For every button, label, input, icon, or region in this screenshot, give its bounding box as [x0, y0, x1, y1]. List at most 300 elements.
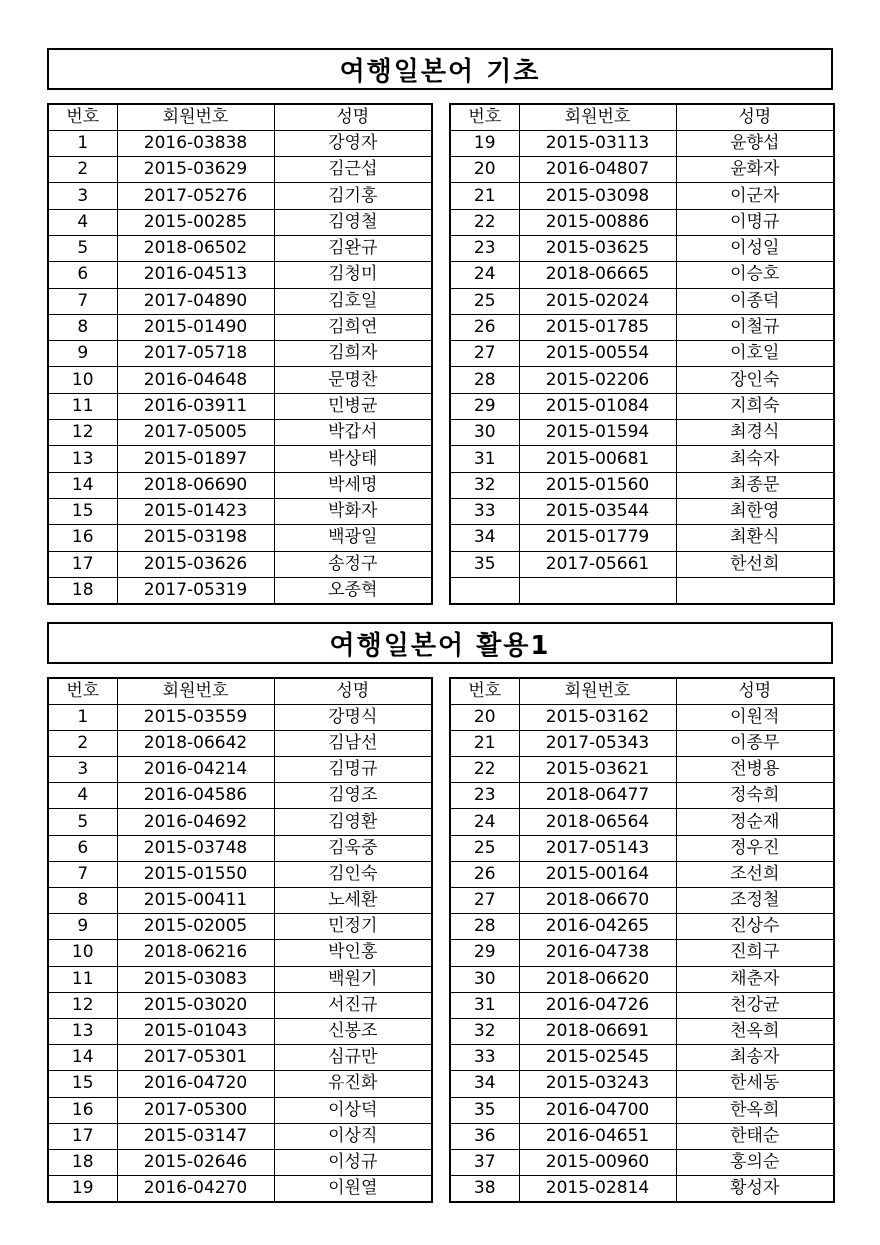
member-id-cell: 2015-01043	[117, 1018, 274, 1044]
member-id-cell: 2015-03098	[519, 183, 676, 209]
name-cell: 조선희	[676, 861, 834, 887]
number-cell: 11	[48, 393, 117, 419]
name-cell: 김명규	[274, 757, 432, 783]
number-cell: 29	[450, 393, 519, 419]
name-cell: 박인홍	[274, 940, 432, 966]
number-cell: 25	[450, 835, 519, 861]
table-row	[450, 314, 834, 340]
number-cell: 14	[48, 472, 117, 498]
name-cell: 강영자	[274, 130, 432, 156]
member-id-cell: 2017-05276	[117, 183, 274, 209]
number-cell: 13	[48, 446, 117, 472]
table-row	[450, 288, 834, 314]
member-id-cell: 2015-03113	[519, 130, 676, 156]
table-row	[450, 1097, 834, 1123]
member-id-cell: 2016-03911	[117, 393, 274, 419]
table-row	[48, 940, 432, 966]
table-row	[48, 209, 432, 235]
number-cell: 35	[450, 551, 519, 577]
table-row	[450, 835, 834, 861]
member-id-cell: 2015-00411	[117, 888, 274, 914]
name-cell: 박상태	[274, 446, 432, 472]
member-id-cell: 2016-04700	[519, 1097, 676, 1123]
number-cell: 18	[48, 577, 117, 603]
number-cell: 21	[450, 183, 519, 209]
number-cell: 28	[450, 914, 519, 940]
table-row	[48, 262, 432, 288]
member-id-cell: 2015-01785	[519, 314, 676, 340]
number-cell: 32	[450, 472, 519, 498]
number-cell: 16	[48, 525, 117, 551]
number-cell: 11	[48, 966, 117, 992]
name-cell: 최환식	[676, 525, 834, 551]
member-id-cell: 2017-05343	[519, 730, 676, 756]
number-cell: 26	[450, 861, 519, 887]
number-cell: 22	[450, 209, 519, 235]
number-cell	[450, 577, 519, 603]
member-id-cell: 2015-01084	[519, 393, 676, 419]
table-row	[450, 861, 834, 887]
name-cell: 김호일	[274, 288, 432, 314]
table-row	[48, 704, 432, 730]
name-cell: 이성일	[676, 235, 834, 261]
header-number: 번호	[48, 104, 117, 130]
table-row	[48, 1149, 432, 1175]
name-cell: 정숙희	[676, 783, 834, 809]
header-name: 성명	[676, 104, 834, 130]
number-cell: 18	[48, 1149, 117, 1175]
table-row	[450, 992, 834, 1018]
table-row	[48, 551, 432, 577]
member-id-cell: 2015-01560	[519, 472, 676, 498]
name-cell: 이승호	[676, 262, 834, 288]
member-id-cell: 2015-01897	[117, 446, 274, 472]
number-cell: 10	[48, 940, 117, 966]
header-name: 성명	[676, 678, 834, 704]
name-cell: 김근섭	[274, 157, 432, 183]
number-cell: 27	[450, 341, 519, 367]
number-cell: 3	[48, 757, 117, 783]
table-row	[450, 783, 834, 809]
name-cell: 정순재	[676, 809, 834, 835]
header-member-id: 회원번호	[519, 104, 676, 130]
table-row	[450, 914, 834, 940]
member-id-cell: 2015-02206	[519, 367, 676, 393]
member-id-cell: 2016-04265	[519, 914, 676, 940]
header-name: 성명	[274, 104, 432, 130]
member-id-cell: 2017-05143	[519, 835, 676, 861]
number-cell: 5	[48, 235, 117, 261]
number-cell: 23	[450, 235, 519, 261]
member-id-cell: 2015-03020	[117, 992, 274, 1018]
member-id-cell: 2015-03626	[117, 551, 274, 577]
member-id-cell: 2015-03198	[117, 525, 274, 551]
name-cell: 이원적	[676, 704, 834, 730]
member-id-cell: 2016-04648	[117, 367, 274, 393]
name-cell: 황성자	[676, 1176, 834, 1202]
name-cell: 이원열	[274, 1176, 432, 1202]
member-id-cell: 2017-05718	[117, 341, 274, 367]
table-row	[450, 235, 834, 261]
table-row	[48, 420, 432, 446]
header-number: 번호	[450, 678, 519, 704]
name-cell: 김영철	[274, 209, 432, 235]
name-cell: 김인숙	[274, 861, 432, 887]
table-row	[48, 577, 432, 603]
name-cell: 최송자	[676, 1045, 834, 1071]
name-cell: 김희자	[274, 341, 432, 367]
name-cell: 홍의순	[676, 1149, 834, 1175]
member-id-cell: 2016-04726	[519, 992, 676, 1018]
table-row	[48, 446, 432, 472]
table-row	[48, 835, 432, 861]
member-id-cell: 2016-04692	[117, 809, 274, 835]
table-row	[450, 1123, 834, 1149]
table-row	[48, 472, 432, 498]
number-cell: 32	[450, 1018, 519, 1044]
number-cell: 23	[450, 783, 519, 809]
table-row	[450, 130, 834, 156]
name-cell: 최경식	[676, 420, 834, 446]
number-cell: 5	[48, 809, 117, 835]
header-number: 번호	[450, 104, 519, 130]
name-cell: 이군자	[676, 183, 834, 209]
member-id-cell: 2018-06642	[117, 730, 274, 756]
table-row	[48, 1071, 432, 1097]
member-id-cell	[519, 577, 676, 603]
name-cell: 박갑서	[274, 420, 432, 446]
member-id-cell: 2015-02646	[117, 1149, 274, 1175]
name-cell: 이호일	[676, 341, 834, 367]
member-id-cell: 2017-05319	[117, 577, 274, 603]
name-cell: 민정기	[274, 914, 432, 940]
name-cell: 진상수	[676, 914, 834, 940]
roster-table-applied-left	[47, 677, 433, 1203]
table-row	[450, 393, 834, 419]
number-cell: 7	[48, 288, 117, 314]
member-id-cell: 2015-00554	[519, 341, 676, 367]
member-id-cell: 2015-03625	[519, 235, 676, 261]
member-id-cell: 2018-06216	[117, 940, 274, 966]
member-id-cell: 2016-04651	[519, 1123, 676, 1149]
member-id-cell: 2015-00681	[519, 446, 676, 472]
table-row	[48, 783, 432, 809]
member-id-cell: 2018-06564	[519, 809, 676, 835]
number-cell: 4	[48, 783, 117, 809]
table-row	[48, 525, 432, 551]
table-row	[48, 314, 432, 340]
table-row	[48, 341, 432, 367]
member-id-cell: 2016-04270	[117, 1176, 274, 1202]
number-cell: 8	[48, 888, 117, 914]
number-cell: 31	[450, 446, 519, 472]
header-member-id: 회원번호	[117, 678, 274, 704]
table-row	[450, 498, 834, 524]
name-cell: 신봉조	[274, 1018, 432, 1044]
number-cell: 34	[450, 1071, 519, 1097]
name-cell: 이상덕	[274, 1097, 432, 1123]
name-cell: 김영환	[274, 809, 432, 835]
number-cell: 24	[450, 809, 519, 835]
member-id-cell: 2015-02024	[519, 288, 676, 314]
roster-table-basic-left	[47, 103, 433, 605]
name-cell: 윤화자	[676, 157, 834, 183]
number-cell: 6	[48, 262, 117, 288]
number-cell: 12	[48, 420, 117, 446]
member-id-cell: 2017-05661	[519, 551, 676, 577]
name-cell: 심규만	[274, 1045, 432, 1071]
roster-table-applied-right	[449, 677, 835, 1203]
name-cell: 김욱중	[274, 835, 432, 861]
number-cell: 2	[48, 730, 117, 756]
table-row	[450, 262, 834, 288]
number-cell: 8	[48, 314, 117, 340]
member-id-cell: 2018-06477	[519, 783, 676, 809]
name-cell: 조정철	[676, 888, 834, 914]
table-row	[450, 1176, 834, 1202]
table-header-row	[48, 678, 432, 704]
name-cell: 이종무	[676, 730, 834, 756]
member-id-cell: 2015-01423	[117, 498, 274, 524]
number-cell: 36	[450, 1123, 519, 1149]
member-id-cell: 2017-04890	[117, 288, 274, 314]
name-cell: 이철규	[676, 314, 834, 340]
name-cell: 김기홍	[274, 183, 432, 209]
number-cell: 9	[48, 341, 117, 367]
member-id-cell: 2015-01779	[519, 525, 676, 551]
name-cell: 김희연	[274, 314, 432, 340]
member-id-cell: 2017-05300	[117, 1097, 274, 1123]
name-cell: 진희구	[676, 940, 834, 966]
number-cell: 1	[48, 130, 117, 156]
number-cell: 24	[450, 262, 519, 288]
member-id-cell: 2018-06691	[519, 1018, 676, 1044]
table-row	[48, 498, 432, 524]
name-cell: 김영조	[274, 783, 432, 809]
table-row	[450, 809, 834, 835]
number-cell: 20	[450, 157, 519, 183]
member-id-cell: 2015-03621	[519, 757, 676, 783]
table-row	[48, 809, 432, 835]
header-member-id: 회원번호	[117, 104, 274, 130]
member-id-cell: 2015-02005	[117, 914, 274, 940]
number-cell: 34	[450, 525, 519, 551]
member-id-cell: 2018-06670	[519, 888, 676, 914]
number-cell: 33	[450, 1045, 519, 1071]
name-cell: 박세명	[274, 472, 432, 498]
table-row	[450, 1018, 834, 1044]
member-id-cell: 2015-03162	[519, 704, 676, 730]
name-cell: 윤향섭	[676, 130, 834, 156]
name-cell: 민병균	[274, 393, 432, 419]
table-row	[450, 730, 834, 756]
member-id-cell: 2016-04720	[117, 1071, 274, 1097]
number-cell: 19	[48, 1176, 117, 1202]
table-row	[48, 367, 432, 393]
table-row	[450, 704, 834, 730]
header-number: 번호	[48, 678, 117, 704]
name-cell: 전병용	[676, 757, 834, 783]
number-cell: 16	[48, 1097, 117, 1123]
name-cell: 최종문	[676, 472, 834, 498]
table-row	[450, 341, 834, 367]
table-row	[450, 209, 834, 235]
name-cell: 지희숙	[676, 393, 834, 419]
section-title-basic: 여행일본어 기초	[47, 48, 833, 90]
member-id-cell: 2016-04738	[519, 940, 676, 966]
table-header-row	[450, 104, 834, 130]
table-row	[48, 1018, 432, 1044]
table-row	[450, 183, 834, 209]
name-cell: 천강균	[676, 992, 834, 1018]
table-row	[48, 888, 432, 914]
table-row	[450, 1071, 834, 1097]
member-id-cell: 2015-02814	[519, 1176, 676, 1202]
table-row	[450, 966, 834, 992]
table-row	[450, 757, 834, 783]
name-cell: 한세동	[676, 1071, 834, 1097]
number-cell: 33	[450, 498, 519, 524]
name-cell: 문명찬	[274, 367, 432, 393]
name-cell: 한선희	[676, 551, 834, 577]
name-cell: 이명규	[676, 209, 834, 235]
number-cell: 12	[48, 992, 117, 1018]
name-cell: 김완규	[274, 235, 432, 261]
name-cell: 백광일	[274, 525, 432, 551]
number-cell: 22	[450, 757, 519, 783]
number-cell: 31	[450, 992, 519, 1018]
table-row	[48, 235, 432, 261]
member-id-cell: 2015-03559	[117, 704, 274, 730]
number-cell: 17	[48, 1123, 117, 1149]
member-id-cell: 2018-06690	[117, 472, 274, 498]
name-cell: 정우진	[676, 835, 834, 861]
table-row	[48, 130, 432, 156]
name-cell: 이성규	[274, 1149, 432, 1175]
number-cell: 25	[450, 288, 519, 314]
name-cell: 강명식	[274, 704, 432, 730]
number-cell: 27	[450, 888, 519, 914]
name-cell: 한태순	[676, 1123, 834, 1149]
table-row	[450, 1045, 834, 1071]
name-cell: 이종덕	[676, 288, 834, 314]
number-cell: 28	[450, 367, 519, 393]
table-row	[48, 1176, 432, 1202]
member-id-cell: 2015-03629	[117, 157, 274, 183]
number-cell: 13	[48, 1018, 117, 1044]
name-cell: 박화자	[274, 498, 432, 524]
name-cell: 한옥희	[676, 1097, 834, 1123]
table-row	[48, 183, 432, 209]
member-id-cell: 2015-00960	[519, 1149, 676, 1175]
number-cell: 38	[450, 1176, 519, 1202]
table-row	[450, 551, 834, 577]
member-id-cell: 2015-03544	[519, 498, 676, 524]
number-cell: 4	[48, 209, 117, 235]
name-cell: 김남선	[274, 730, 432, 756]
number-cell: 7	[48, 861, 117, 887]
member-id-cell: 2016-04214	[117, 757, 274, 783]
member-id-cell: 2015-03243	[519, 1071, 676, 1097]
table-row	[48, 157, 432, 183]
table-row	[450, 525, 834, 551]
number-cell: 30	[450, 420, 519, 446]
member-id-cell: 2016-04807	[519, 157, 676, 183]
table-row	[48, 730, 432, 756]
number-cell: 10	[48, 367, 117, 393]
member-id-cell: 2015-03083	[117, 966, 274, 992]
member-id-cell: 2015-03748	[117, 835, 274, 861]
member-id-cell: 2017-05005	[117, 420, 274, 446]
member-id-cell: 2018-06620	[519, 966, 676, 992]
table-header-row	[450, 678, 834, 704]
name-cell: 최숙자	[676, 446, 834, 472]
name-cell: 이상직	[274, 1123, 432, 1149]
number-cell: 3	[48, 183, 117, 209]
name-cell	[676, 577, 834, 603]
table-row	[450, 367, 834, 393]
table-row	[48, 992, 432, 1018]
member-id-cell: 2017-05301	[117, 1045, 274, 1071]
table-row	[48, 393, 432, 419]
header-member-id: 회원번호	[519, 678, 676, 704]
member-id-cell: 2015-01550	[117, 861, 274, 887]
member-id-cell: 2015-01594	[519, 420, 676, 446]
number-cell: 35	[450, 1097, 519, 1123]
table-row	[48, 1097, 432, 1123]
name-cell: 백원기	[274, 966, 432, 992]
number-cell: 30	[450, 966, 519, 992]
number-cell: 14	[48, 1045, 117, 1071]
table-row	[48, 861, 432, 887]
header-name: 성명	[274, 678, 432, 704]
number-cell: 37	[450, 1149, 519, 1175]
table-row	[450, 446, 834, 472]
name-cell: 채춘자	[676, 966, 834, 992]
number-cell: 2	[48, 157, 117, 183]
table-row	[450, 157, 834, 183]
member-id-cell: 2015-02545	[519, 1045, 676, 1071]
member-id-cell: 2018-06665	[519, 262, 676, 288]
roster-table-basic-right	[449, 103, 835, 605]
member-id-cell: 2016-04586	[117, 783, 274, 809]
member-id-cell: 2015-00886	[519, 209, 676, 235]
table-row	[450, 472, 834, 498]
number-cell: 20	[450, 704, 519, 730]
name-cell: 천옥희	[676, 1018, 834, 1044]
name-cell: 장인숙	[676, 367, 834, 393]
number-cell: 15	[48, 498, 117, 524]
member-id-cell: 2015-00164	[519, 861, 676, 887]
number-cell: 17	[48, 551, 117, 577]
member-id-cell: 2016-04513	[117, 262, 274, 288]
section-title-applied: 여행일본어 활용1	[47, 622, 833, 664]
table-row	[450, 940, 834, 966]
table-row	[48, 914, 432, 940]
table-row	[48, 288, 432, 314]
number-cell: 26	[450, 314, 519, 340]
number-cell: 19	[450, 130, 519, 156]
table-row	[450, 1149, 834, 1175]
number-cell: 1	[48, 704, 117, 730]
number-cell: 9	[48, 914, 117, 940]
table-row	[450, 888, 834, 914]
number-cell: 21	[450, 730, 519, 756]
table-row	[48, 1045, 432, 1071]
table-row	[450, 420, 834, 446]
name-cell: 최한영	[676, 498, 834, 524]
name-cell: 김청미	[274, 262, 432, 288]
